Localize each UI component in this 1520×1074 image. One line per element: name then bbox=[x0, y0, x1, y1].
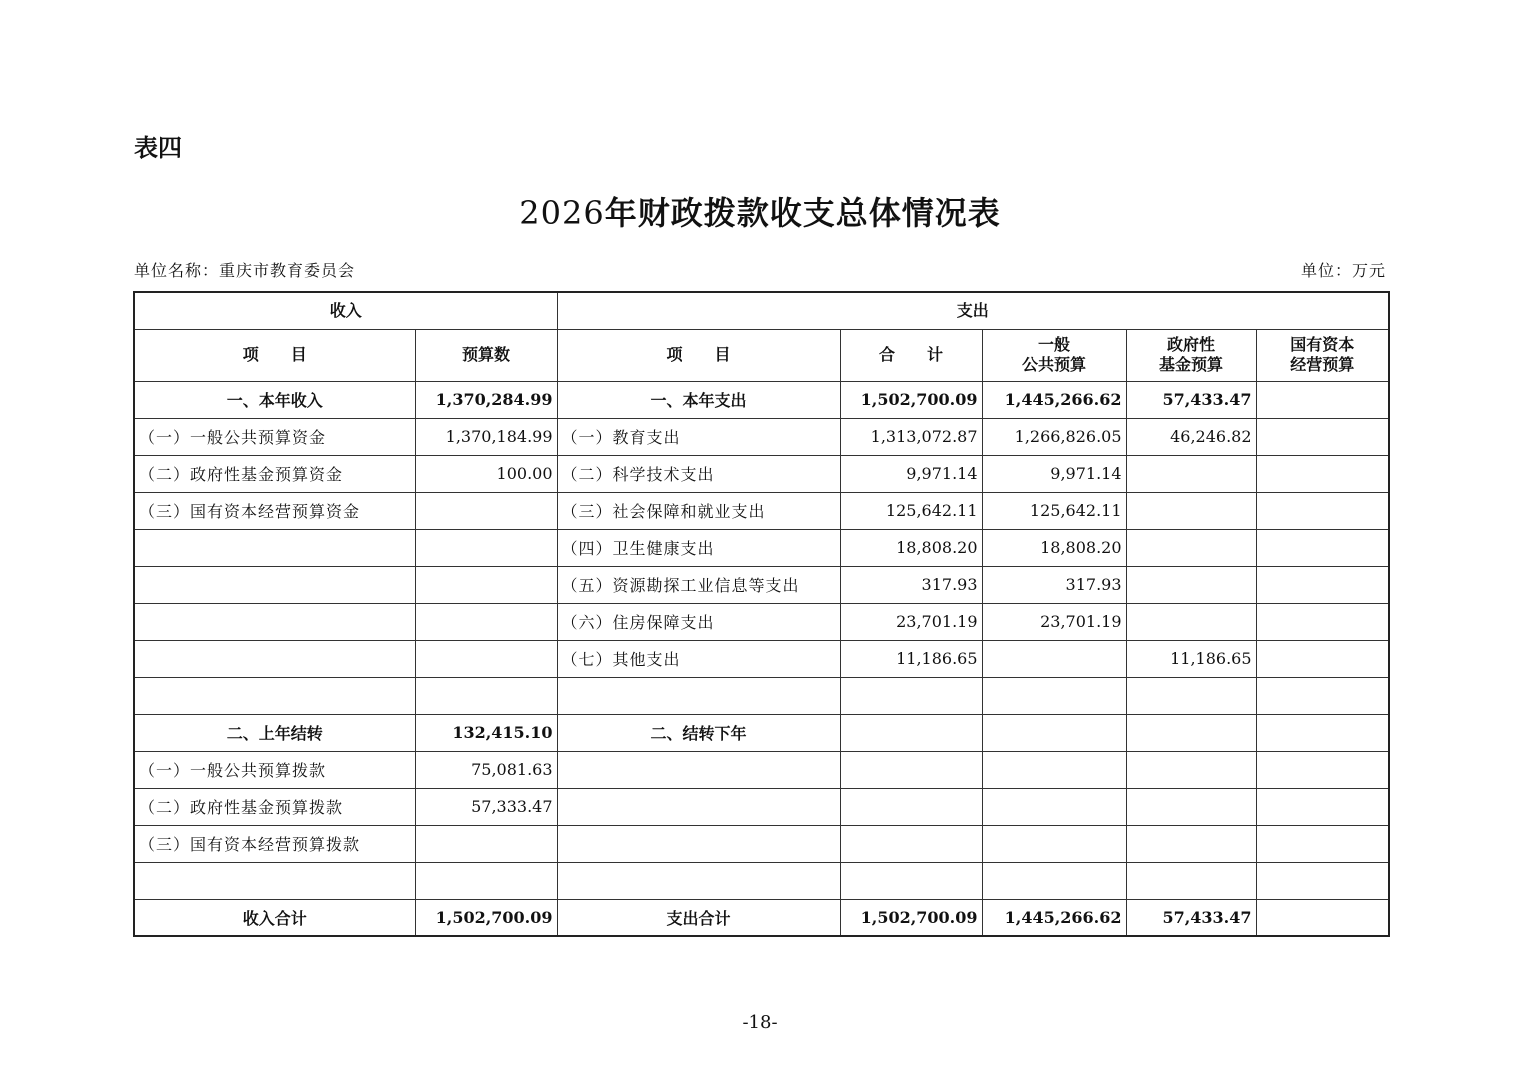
fund-budget-cell: 57,433.47 bbox=[1126, 899, 1256, 936]
state-capital-budget-cell bbox=[1256, 603, 1389, 640]
fund-budget-cell bbox=[1126, 677, 1256, 714]
page-title bbox=[0, 188, 1520, 234]
fund-budget-cell bbox=[1126, 492, 1256, 529]
general-budget-cell bbox=[982, 862, 1126, 899]
table-row bbox=[134, 566, 1389, 603]
state-capital-budget-cell bbox=[1256, 640, 1389, 677]
expense-total-cell: 1,502,700.09 bbox=[840, 899, 982, 936]
income-budget-cell bbox=[415, 566, 557, 603]
expense-total-cell: 23,701.19 bbox=[840, 603, 982, 640]
income-item-cell bbox=[134, 677, 415, 714]
state-capital-budget-cell bbox=[1256, 566, 1389, 603]
fund-budget-cell bbox=[1126, 751, 1256, 788]
table-row bbox=[134, 677, 1389, 714]
fund-budget-cell: 46,246.82 bbox=[1126, 418, 1256, 455]
header-expense-item: 项 目 bbox=[557, 329, 840, 381]
fund-budget-cell bbox=[1126, 529, 1256, 566]
expense-total-cell bbox=[840, 714, 982, 751]
income-budget-cell bbox=[415, 492, 557, 529]
unit-name: 单位名称：重庆市教育委员会 bbox=[134, 261, 356, 280]
header-fund-budget bbox=[1126, 329, 1256, 381]
expense-total-cell bbox=[840, 825, 982, 862]
income-item-cell bbox=[134, 566, 415, 603]
page-number: -18- bbox=[742, 1012, 778, 1033]
expense-item-cell: 一、本年支出 bbox=[557, 381, 840, 418]
state-capital-budget-cell bbox=[1256, 529, 1389, 566]
income-budget-cell bbox=[415, 640, 557, 677]
table-row bbox=[134, 381, 1389, 418]
unit-label: 单位：万元 bbox=[1300, 261, 1386, 280]
header-income: 收入 bbox=[134, 292, 557, 329]
state-capital-budget-cell bbox=[1256, 899, 1389, 936]
expense-total-cell: 1,502,700.09 bbox=[840, 381, 982, 418]
expense-item-cell: （三）社会保障和就业支出 bbox=[557, 492, 840, 529]
income-item-cell: 二、上年结转 bbox=[134, 714, 415, 751]
expense-item-cell bbox=[557, 788, 840, 825]
expense-total-cell: 11,186.65 bbox=[840, 640, 982, 677]
income-item-cell bbox=[134, 862, 415, 899]
header-expense: 支出 bbox=[557, 292, 1389, 329]
table-row bbox=[134, 788, 1389, 825]
header-income-budget: 预算数 bbox=[415, 329, 557, 381]
expense-total-cell bbox=[840, 788, 982, 825]
income-budget-cell bbox=[415, 677, 557, 714]
table-row bbox=[134, 492, 1389, 529]
header-fund-line1: 政府性 bbox=[1167, 335, 1216, 354]
income-budget-cell: 100.00 bbox=[415, 455, 557, 492]
income-item-cell bbox=[134, 603, 415, 640]
general-budget-cell bbox=[982, 714, 1126, 751]
expense-total-cell: 125,642.11 bbox=[840, 492, 982, 529]
table-body bbox=[134, 381, 1389, 936]
table-row bbox=[134, 714, 1389, 751]
fund-budget-cell bbox=[1126, 714, 1256, 751]
income-budget-cell bbox=[415, 529, 557, 566]
state-capital-budget-cell bbox=[1256, 677, 1389, 714]
general-budget-cell: 9,971.14 bbox=[982, 455, 1126, 492]
header-general-budget bbox=[982, 329, 1126, 381]
table-row bbox=[134, 751, 1389, 788]
title-text: 年财政拨款收支总体情况表 bbox=[604, 194, 1001, 232]
expense-item-cell: 二、结转下年 bbox=[557, 714, 840, 751]
header-total: 合 计 bbox=[840, 329, 982, 381]
fund-budget-cell bbox=[1126, 455, 1256, 492]
income-budget-cell: 1,370,284.99 bbox=[415, 381, 557, 418]
expense-total-cell bbox=[840, 751, 982, 788]
fund-budget-cell: 57,433.47 bbox=[1126, 381, 1256, 418]
expense-item-cell: （四）卫生健康支出 bbox=[557, 529, 840, 566]
general-budget-cell bbox=[982, 825, 1126, 862]
state-capital-budget-cell bbox=[1256, 418, 1389, 455]
state-capital-budget-cell bbox=[1256, 455, 1389, 492]
table-row bbox=[134, 825, 1389, 862]
state-capital-budget-cell bbox=[1256, 492, 1389, 529]
expense-item-cell: （五）资源勘探工业信息等支出 bbox=[557, 566, 840, 603]
table-row bbox=[134, 455, 1389, 492]
expense-item-cell bbox=[557, 677, 840, 714]
expense-item-cell bbox=[557, 751, 840, 788]
income-item-cell: （二）政府性基金预算拨款 bbox=[134, 788, 415, 825]
general-budget-cell: 1,266,826.05 bbox=[982, 418, 1126, 455]
general-budget-cell: 23,701.19 bbox=[982, 603, 1126, 640]
table-row bbox=[134, 640, 1389, 677]
general-budget-cell bbox=[982, 751, 1126, 788]
income-item-cell: （二）政府性基金预算资金 bbox=[134, 455, 415, 492]
state-capital-budget-cell bbox=[1256, 825, 1389, 862]
fund-budget-cell bbox=[1126, 862, 1256, 899]
expense-total-cell: 9,971.14 bbox=[840, 455, 982, 492]
state-capital-budget-cell bbox=[1256, 381, 1389, 418]
table-tag: 表四 bbox=[134, 134, 182, 162]
budget-table bbox=[133, 291, 1390, 937]
income-budget-cell: 1,502,700.09 bbox=[415, 899, 557, 936]
expense-item-cell: （一）教育支出 bbox=[557, 418, 840, 455]
header-state-capital-budget bbox=[1256, 329, 1389, 381]
income-item-cell: （一）一般公共预算拨款 bbox=[134, 751, 415, 788]
header-state-line2: 经营预算 bbox=[1290, 355, 1355, 374]
income-budget-cell: 1,370,184.99 bbox=[415, 418, 557, 455]
general-budget-cell bbox=[982, 788, 1126, 825]
fund-budget-cell bbox=[1126, 788, 1256, 825]
general-budget-cell: 1,445,266.62 bbox=[982, 381, 1126, 418]
table-row bbox=[134, 603, 1389, 640]
general-budget-cell: 125,642.11 bbox=[982, 492, 1126, 529]
income-item-cell: 收入合计 bbox=[134, 899, 415, 936]
expense-total-cell bbox=[840, 677, 982, 714]
expense-item-cell: （六）住房保障支出 bbox=[557, 603, 840, 640]
state-capital-budget-cell bbox=[1256, 862, 1389, 899]
table-row bbox=[134, 529, 1389, 566]
income-item-cell: 一、本年收入 bbox=[134, 381, 415, 418]
income-item-cell: （一）一般公共预算资金 bbox=[134, 418, 415, 455]
header-income-item: 项 目 bbox=[134, 329, 415, 381]
fund-budget-cell bbox=[1126, 825, 1256, 862]
income-budget-cell: 75,081.63 bbox=[415, 751, 557, 788]
income-item-cell: （三）国有资本经营预算拨款 bbox=[134, 825, 415, 862]
table-row bbox=[134, 899, 1389, 936]
expense-item-cell: （二）科学技术支出 bbox=[557, 455, 840, 492]
header-fund-line2: 基金预算 bbox=[1159, 355, 1224, 374]
expense-item-cell bbox=[557, 862, 840, 899]
expense-item-cell bbox=[557, 825, 840, 862]
fund-budget-cell bbox=[1126, 603, 1256, 640]
table-row bbox=[134, 418, 1389, 455]
income-item-cell: （三）国有资本经营预算资金 bbox=[134, 492, 415, 529]
general-budget-cell bbox=[982, 640, 1126, 677]
income-budget-cell: 132,415.10 bbox=[415, 714, 557, 751]
general-budget-cell: 1,445,266.62 bbox=[982, 899, 1126, 936]
income-budget-cell: 57,333.47 bbox=[415, 788, 557, 825]
table-row bbox=[134, 862, 1389, 899]
expense-item-cell: 支出合计 bbox=[557, 899, 840, 936]
expense-total-cell: 317.93 bbox=[840, 566, 982, 603]
income-budget-cell bbox=[415, 825, 557, 862]
header-state-line1: 国有资本 bbox=[1290, 335, 1355, 354]
general-budget-cell: 317.93 bbox=[982, 566, 1126, 603]
title-year: 2026 bbox=[519, 194, 605, 232]
state-capital-budget-cell bbox=[1256, 714, 1389, 751]
state-capital-budget-cell bbox=[1256, 788, 1389, 825]
expense-total-cell: 18,808.20 bbox=[840, 529, 982, 566]
header-general-line2: 公共预算 bbox=[1022, 355, 1087, 374]
state-capital-budget-cell bbox=[1256, 751, 1389, 788]
header-general-line1: 一般 bbox=[1038, 335, 1071, 354]
income-budget-cell bbox=[415, 603, 557, 640]
income-budget-cell bbox=[415, 862, 557, 899]
expense-item-cell: （七）其他支出 bbox=[557, 640, 840, 677]
expense-total-cell bbox=[840, 862, 982, 899]
income-item-cell bbox=[134, 529, 415, 566]
general-budget-cell bbox=[982, 677, 1126, 714]
expense-total-cell: 1,313,072.87 bbox=[840, 418, 982, 455]
general-budget-cell: 18,808.20 bbox=[982, 529, 1126, 566]
income-item-cell bbox=[134, 640, 415, 677]
fund-budget-cell bbox=[1126, 566, 1256, 603]
fund-budget-cell: 11,186.65 bbox=[1126, 640, 1256, 677]
